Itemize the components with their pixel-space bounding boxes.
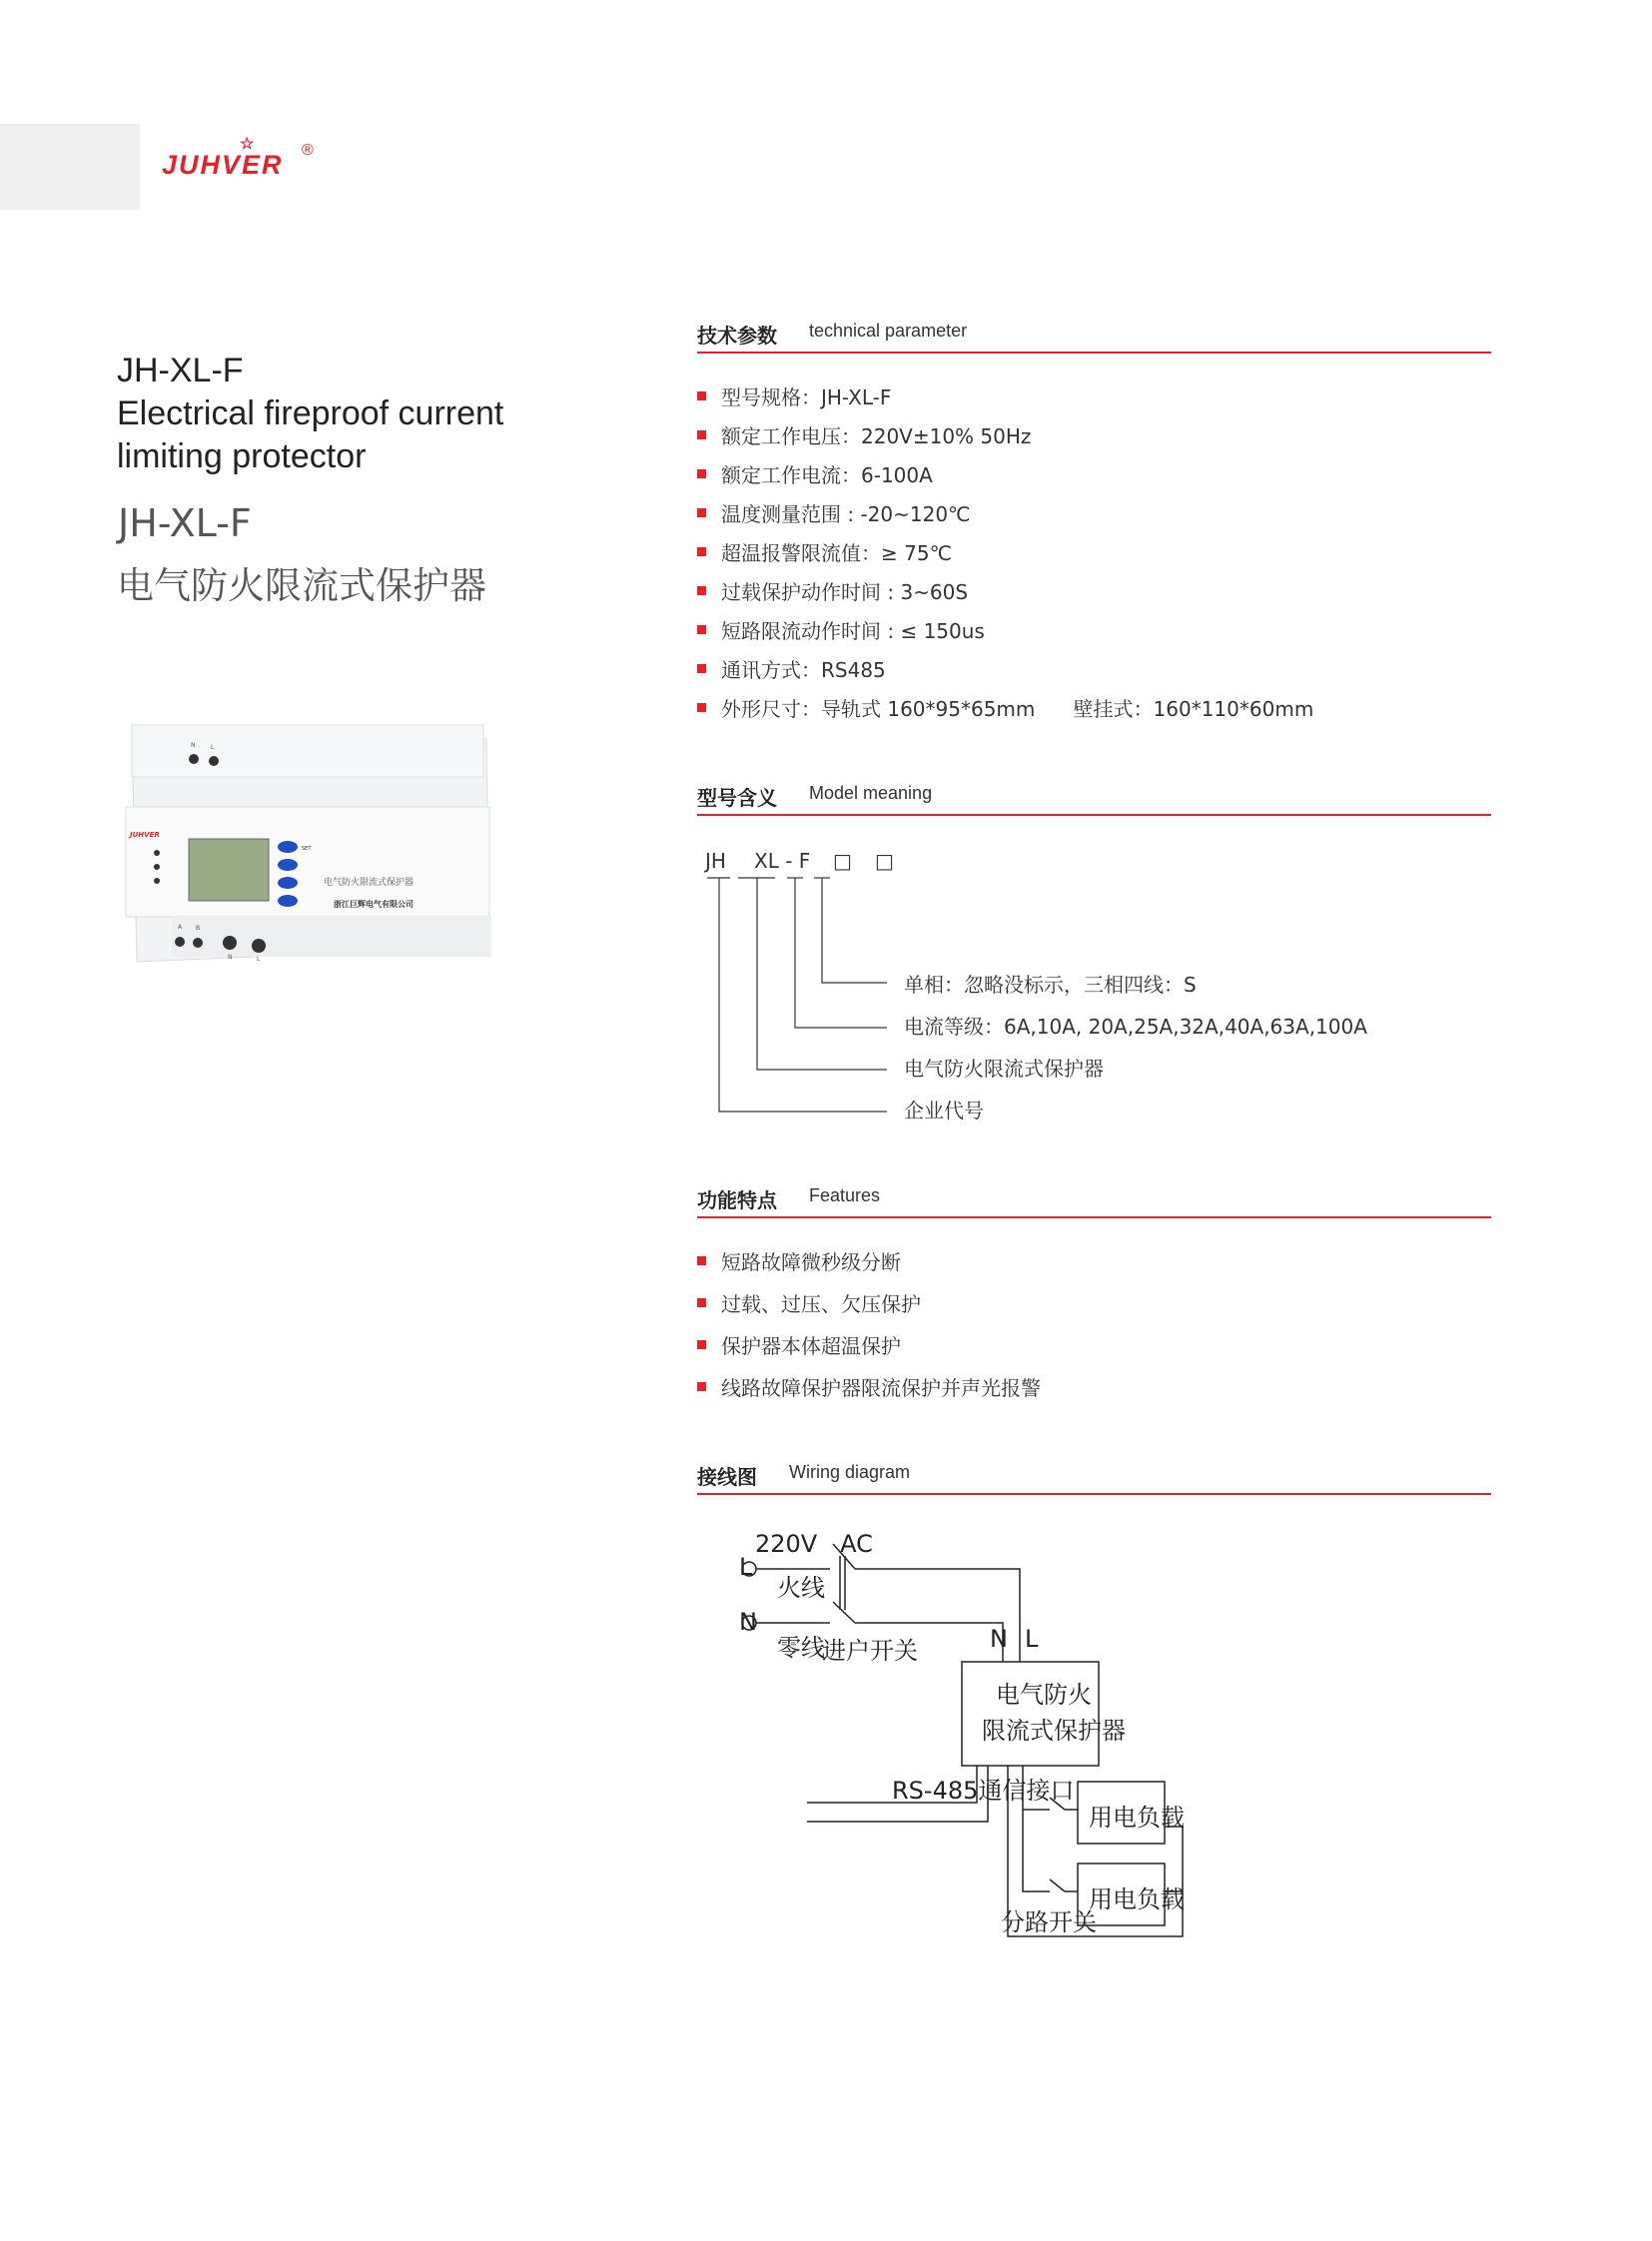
svg-text:电气防火限流式保护器: 电气防火限流式保护器 xyxy=(324,878,414,888)
corner-block xyxy=(0,124,140,210)
list-item: 型号规格：JH-XL-F xyxy=(697,381,1313,420)
code-box-1: □ xyxy=(833,849,852,873)
main-switch-label: 进户开关 xyxy=(822,1637,918,1665)
brand-logo xyxy=(162,136,316,181)
supply-label: 220V AC xyxy=(755,1530,873,1558)
wiring-title-en: Wiring diagram xyxy=(789,1462,911,1482)
svg-text:L: L xyxy=(211,744,215,751)
tech-title-cn: 技术参数 xyxy=(697,324,777,348)
list-item: 过载保护动作时间 : 3~60S xyxy=(697,576,1313,615)
tech-header xyxy=(697,312,1491,354)
svg-text:L: L xyxy=(257,956,261,963)
logo-text: JUHVER xyxy=(162,150,284,180)
device-label-1: 电气防火 xyxy=(996,1681,1092,1709)
device-photo xyxy=(112,717,496,969)
device-l-label: L xyxy=(1025,1625,1039,1653)
tech-list xyxy=(697,381,1313,732)
list-item: 外形尺寸：导轨式 160*95*65mm 壁挂式：160*110*60mm xyxy=(697,693,1313,732)
features-title-cn: 功能特点 xyxy=(697,1188,777,1212)
load-2-label: 用电负载 xyxy=(1089,1885,1185,1913)
svg-text:N: N xyxy=(191,742,196,749)
model-title-en: Model meaning xyxy=(809,783,933,803)
meaning-current: 电流等级：6A,10A, 20A,25A,32A,40A,63A,100A xyxy=(904,1015,1367,1039)
name-en-line1: Electrical fireproof current xyxy=(117,394,504,432)
list-item: 温度测量范围 : -20~120℃ xyxy=(697,498,1313,537)
svg-text:SET: SET xyxy=(302,846,312,852)
wiring-title-cn: 接线图 xyxy=(697,1465,757,1489)
meaning-company: 企业代号 xyxy=(904,1099,984,1122)
features-title-en: Features xyxy=(809,1185,881,1205)
list-item: 额定工作电流：6-100A xyxy=(697,459,1313,498)
branch-switch-label: 分路开关 xyxy=(1001,1908,1097,1936)
neutral-terminal-label: N xyxy=(739,1608,757,1636)
registered-mark: ® xyxy=(302,142,316,159)
list-item: 短路限流动作时间 : ≤ 150us xyxy=(697,615,1313,654)
live-terminal-label: L xyxy=(739,1553,753,1581)
model-title-cn: 型号含义 xyxy=(697,786,777,810)
list-item: 过载、过压、欠压保护 xyxy=(697,1288,1041,1330)
device-n-label: N xyxy=(990,1625,1008,1653)
list-item: 超温报警限流值：≥ 75℃ xyxy=(697,537,1313,576)
model-en: JH-XL-F xyxy=(117,352,244,389)
meaning-phase: 单相：忽略没标示，三相四线：S xyxy=(904,973,1197,997)
model-section xyxy=(697,774,1491,1133)
code-xlf: XL - F xyxy=(754,849,811,873)
name-en-line2: limiting protector xyxy=(117,437,367,475)
svg-text:N: N xyxy=(228,954,233,961)
code-jh: JH xyxy=(705,849,726,873)
features-header xyxy=(697,1176,1491,1218)
features-section xyxy=(697,1176,1491,1400)
code-box-2: □ xyxy=(875,849,894,873)
list-item: 额定工作电压：220V±10% 50Hz xyxy=(697,420,1313,459)
star-icon: ☆ xyxy=(240,136,257,153)
meaning-product: 电气防火限流式保护器 xyxy=(904,1057,1104,1081)
device-label-2: 限流式保护器 xyxy=(982,1717,1126,1745)
product-title-en xyxy=(117,350,503,478)
wiring-section xyxy=(697,1453,1491,1972)
svg-text:B: B xyxy=(196,925,201,932)
neutral-wire-label: 零线 xyxy=(777,1634,825,1662)
list-item: 短路故障微秒级分断 xyxy=(697,1246,1041,1288)
list-item: 线路故障保护器限流保护并声光报警 xyxy=(697,1372,1041,1414)
svg-text:JUHVER: JUHVER xyxy=(130,831,160,839)
features-list xyxy=(697,1246,1041,1414)
model-cn: JH-XL-F xyxy=(118,501,252,545)
tech-title-en: technical parameter xyxy=(809,321,968,341)
rs485-label: RS-485通信接口 xyxy=(892,1777,1075,1805)
tech-section xyxy=(697,312,1491,721)
svg-text:浙江巨辉电气有限公司: 浙江巨辉电气有限公司 xyxy=(334,900,413,909)
list-item: 保护器本体超温保护 xyxy=(697,1330,1041,1372)
list-item: 通讯方式：RS485 xyxy=(697,654,1313,693)
name-cn: 电气防火限流式保护器 xyxy=(117,564,486,607)
live-wire-label: 火线 xyxy=(777,1574,825,1602)
svg-text:A: A xyxy=(178,924,183,931)
load-1-label: 用电负载 xyxy=(1089,1804,1185,1832)
